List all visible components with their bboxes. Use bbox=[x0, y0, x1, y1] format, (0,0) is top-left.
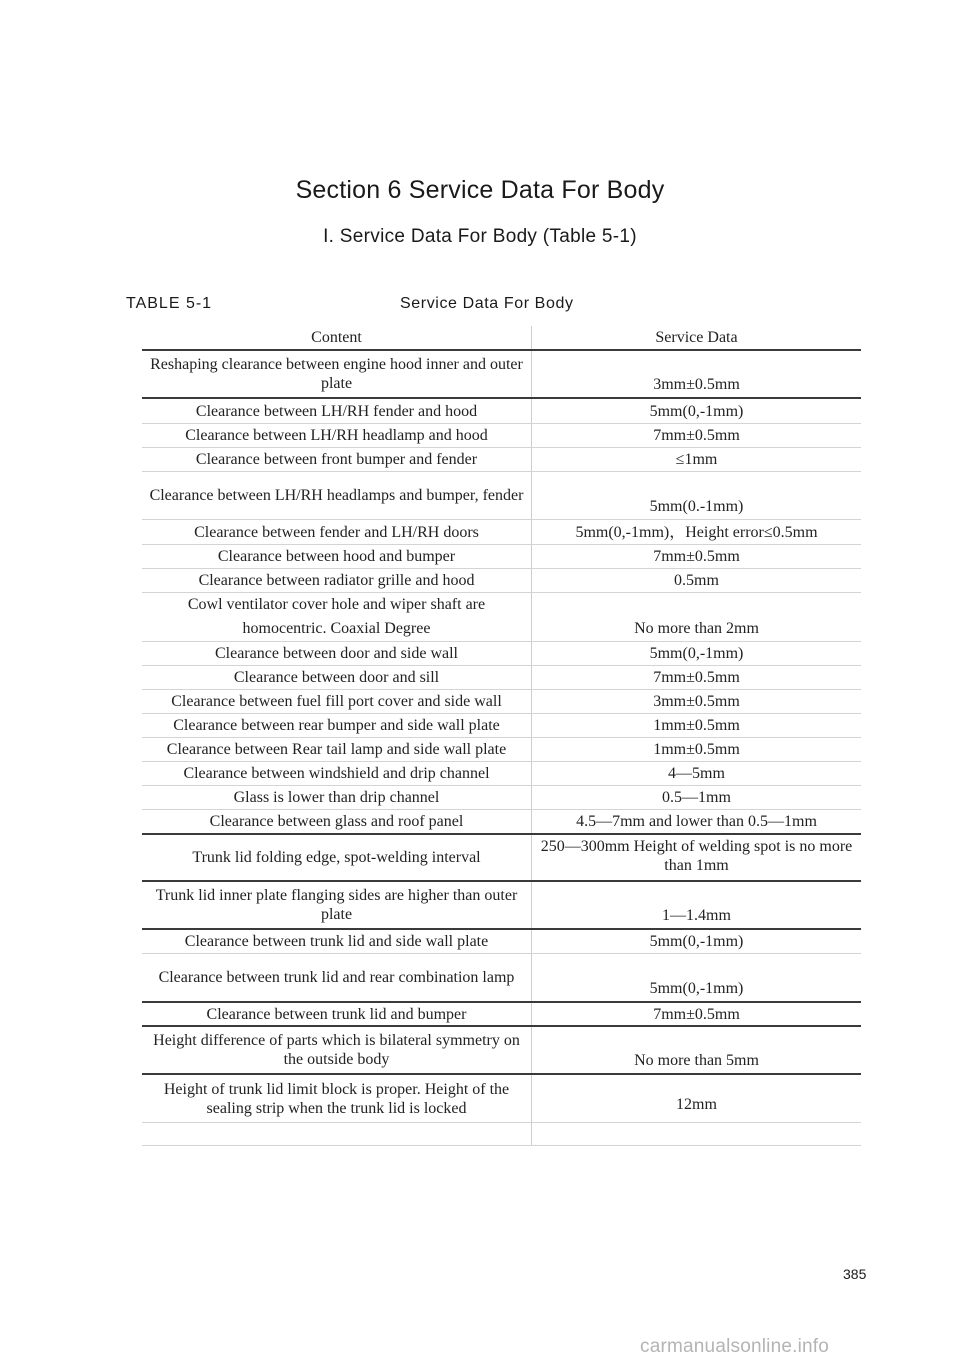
row-content: Glass is lower than drip channel bbox=[142, 786, 532, 809]
table-row bbox=[142, 786, 861, 810]
table-row bbox=[142, 690, 861, 714]
row-content bbox=[142, 1123, 532, 1145]
row-value: 0.5—1mm bbox=[662, 789, 731, 806]
row-value: ≤1mm bbox=[675, 451, 718, 468]
row-value: 7mm±0.5mm bbox=[653, 427, 740, 444]
row-value: 7mm±0.5mm bbox=[653, 548, 740, 565]
header-service-data: Service Data bbox=[655, 329, 738, 346]
table-row bbox=[142, 835, 861, 882]
row-content: Clearance between trunk lid and bumper bbox=[142, 1003, 532, 1025]
row-value: 5mm(0.-1mm) bbox=[649, 498, 744, 515]
row-content: Clearance between LH/RH fender and hood bbox=[142, 399, 532, 423]
row-content: Height difference of parts which is bilateral symmetry on the outside body bbox=[142, 1027, 532, 1073]
row-content: Clearance between front bumper and fender bbox=[142, 448, 532, 471]
row-content: Clearance between windshield and drip channel bbox=[142, 762, 532, 785]
subsection-title: I. Service Data For Body (Table 5-1) bbox=[323, 226, 637, 247]
row-value: No more than 5mm bbox=[634, 1052, 759, 1069]
row-content: Clearance between fuel fill port cover and side wall bbox=[142, 690, 532, 713]
row-value: 4.5—7mm and lower than 0.5—1mm bbox=[576, 813, 817, 830]
row-content: Clearance between LH/RH headlamp and hood bbox=[142, 424, 532, 447]
row-value: 3mm±0.5mm bbox=[653, 376, 740, 393]
table-row bbox=[142, 666, 861, 690]
table-row bbox=[142, 738, 861, 762]
table-row bbox=[142, 351, 861, 399]
table-row bbox=[142, 642, 861, 666]
row-content: Clearance between glass and roof panel bbox=[142, 810, 532, 833]
table-row bbox=[142, 954, 861, 1003]
row-value: 1mm±0.5mm bbox=[653, 741, 740, 758]
row-value: 0.5mm bbox=[674, 572, 719, 589]
row-content: Clearance between LH/RH headlamps and bumper, fender bbox=[142, 472, 532, 519]
table-row bbox=[142, 399, 861, 424]
table-row bbox=[142, 930, 861, 954]
row-value: 250—300mm Height of welding spot is no more than 1mm bbox=[540, 838, 853, 874]
page-number: 385 bbox=[843, 1266, 867, 1282]
table-row bbox=[142, 1075, 861, 1123]
row-content: Trunk lid inner plate flanging sides are higher than outer plate bbox=[142, 882, 532, 928]
table-row bbox=[142, 762, 861, 786]
service-data-table bbox=[142, 326, 861, 1146]
row-value: 5mm(0,-1mm) bbox=[649, 980, 744, 997]
table-header-row bbox=[142, 326, 861, 351]
table-row bbox=[142, 1003, 861, 1027]
table-row bbox=[142, 714, 861, 738]
table-row bbox=[142, 569, 861, 593]
header-content: Content bbox=[142, 326, 532, 349]
row-content: Clearance between fender and LH/RH doors bbox=[142, 520, 532, 544]
row-content: Clearance between Rear tail lamp and side wall plate bbox=[142, 738, 532, 761]
table-row bbox=[142, 1027, 861, 1075]
row-value: 7mm±0.5mm bbox=[653, 669, 740, 686]
row-value: 5mm(0,-1mm) bbox=[649, 402, 744, 420]
table-row bbox=[142, 882, 861, 930]
row-content: Clearance between door and sill bbox=[142, 666, 532, 689]
row-value: 4—5mm bbox=[668, 765, 725, 782]
table-row bbox=[142, 472, 861, 520]
table-row bbox=[142, 520, 861, 545]
row-value: 12mm bbox=[676, 1096, 717, 1113]
table-row bbox=[142, 448, 861, 472]
row-value: 1mm±0.5mm bbox=[653, 717, 740, 734]
row-value: 3mm±0.5mm bbox=[653, 693, 740, 710]
row-content: Height of trunk lid limit block is proper. Height of the sealing strip when the trunk lid is locked bbox=[142, 1075, 532, 1122]
table-row bbox=[142, 593, 861, 642]
row-content: Clearance between hood and bumper bbox=[142, 545, 532, 568]
table-row-empty bbox=[142, 1123, 861, 1146]
row-value: 7mm±0.5mm bbox=[653, 1005, 740, 1023]
row-value: No more than 2mm bbox=[634, 620, 759, 637]
watermark-text: carmanualsonline.info bbox=[640, 1336, 830, 1357]
table-number: TABLE 5-1 bbox=[126, 295, 213, 312]
row-content: Clearance between trunk lid and rear combination lamp bbox=[142, 954, 532, 1001]
table-row bbox=[142, 810, 861, 835]
table-caption: Service Data For Body bbox=[400, 295, 574, 312]
row-value: 5mm(0,-1mm)，Height error≤0.5mm bbox=[575, 523, 818, 541]
row-value: 5mm(0,-1mm) bbox=[649, 933, 744, 950]
row-content: Clearance between radiator grille and hood bbox=[142, 569, 532, 592]
row-content: Clearance between door and side wall bbox=[142, 642, 532, 665]
row-content: Clearance between trunk lid and side wall plate bbox=[142, 930, 532, 953]
row-content: Clearance between rear bumper and side wall plate bbox=[142, 714, 532, 737]
row-content: Trunk lid folding edge, spot-welding interval bbox=[142, 835, 532, 880]
row-content: Reshaping clearance between engine hood inner and outer plate bbox=[142, 351, 532, 397]
row-value: 5mm(0,-1mm) bbox=[649, 645, 744, 662]
row-content: Cowl ventilator cover hole and wiper shaft are homocentric. Coaxial Degree bbox=[142, 593, 532, 641]
table-row bbox=[142, 545, 861, 569]
table-row bbox=[142, 424, 861, 448]
row-value bbox=[532, 1123, 861, 1145]
section-title: Section 6 Service Data For Body bbox=[295, 176, 665, 204]
row-value: 1—1.4mm bbox=[662, 907, 731, 924]
